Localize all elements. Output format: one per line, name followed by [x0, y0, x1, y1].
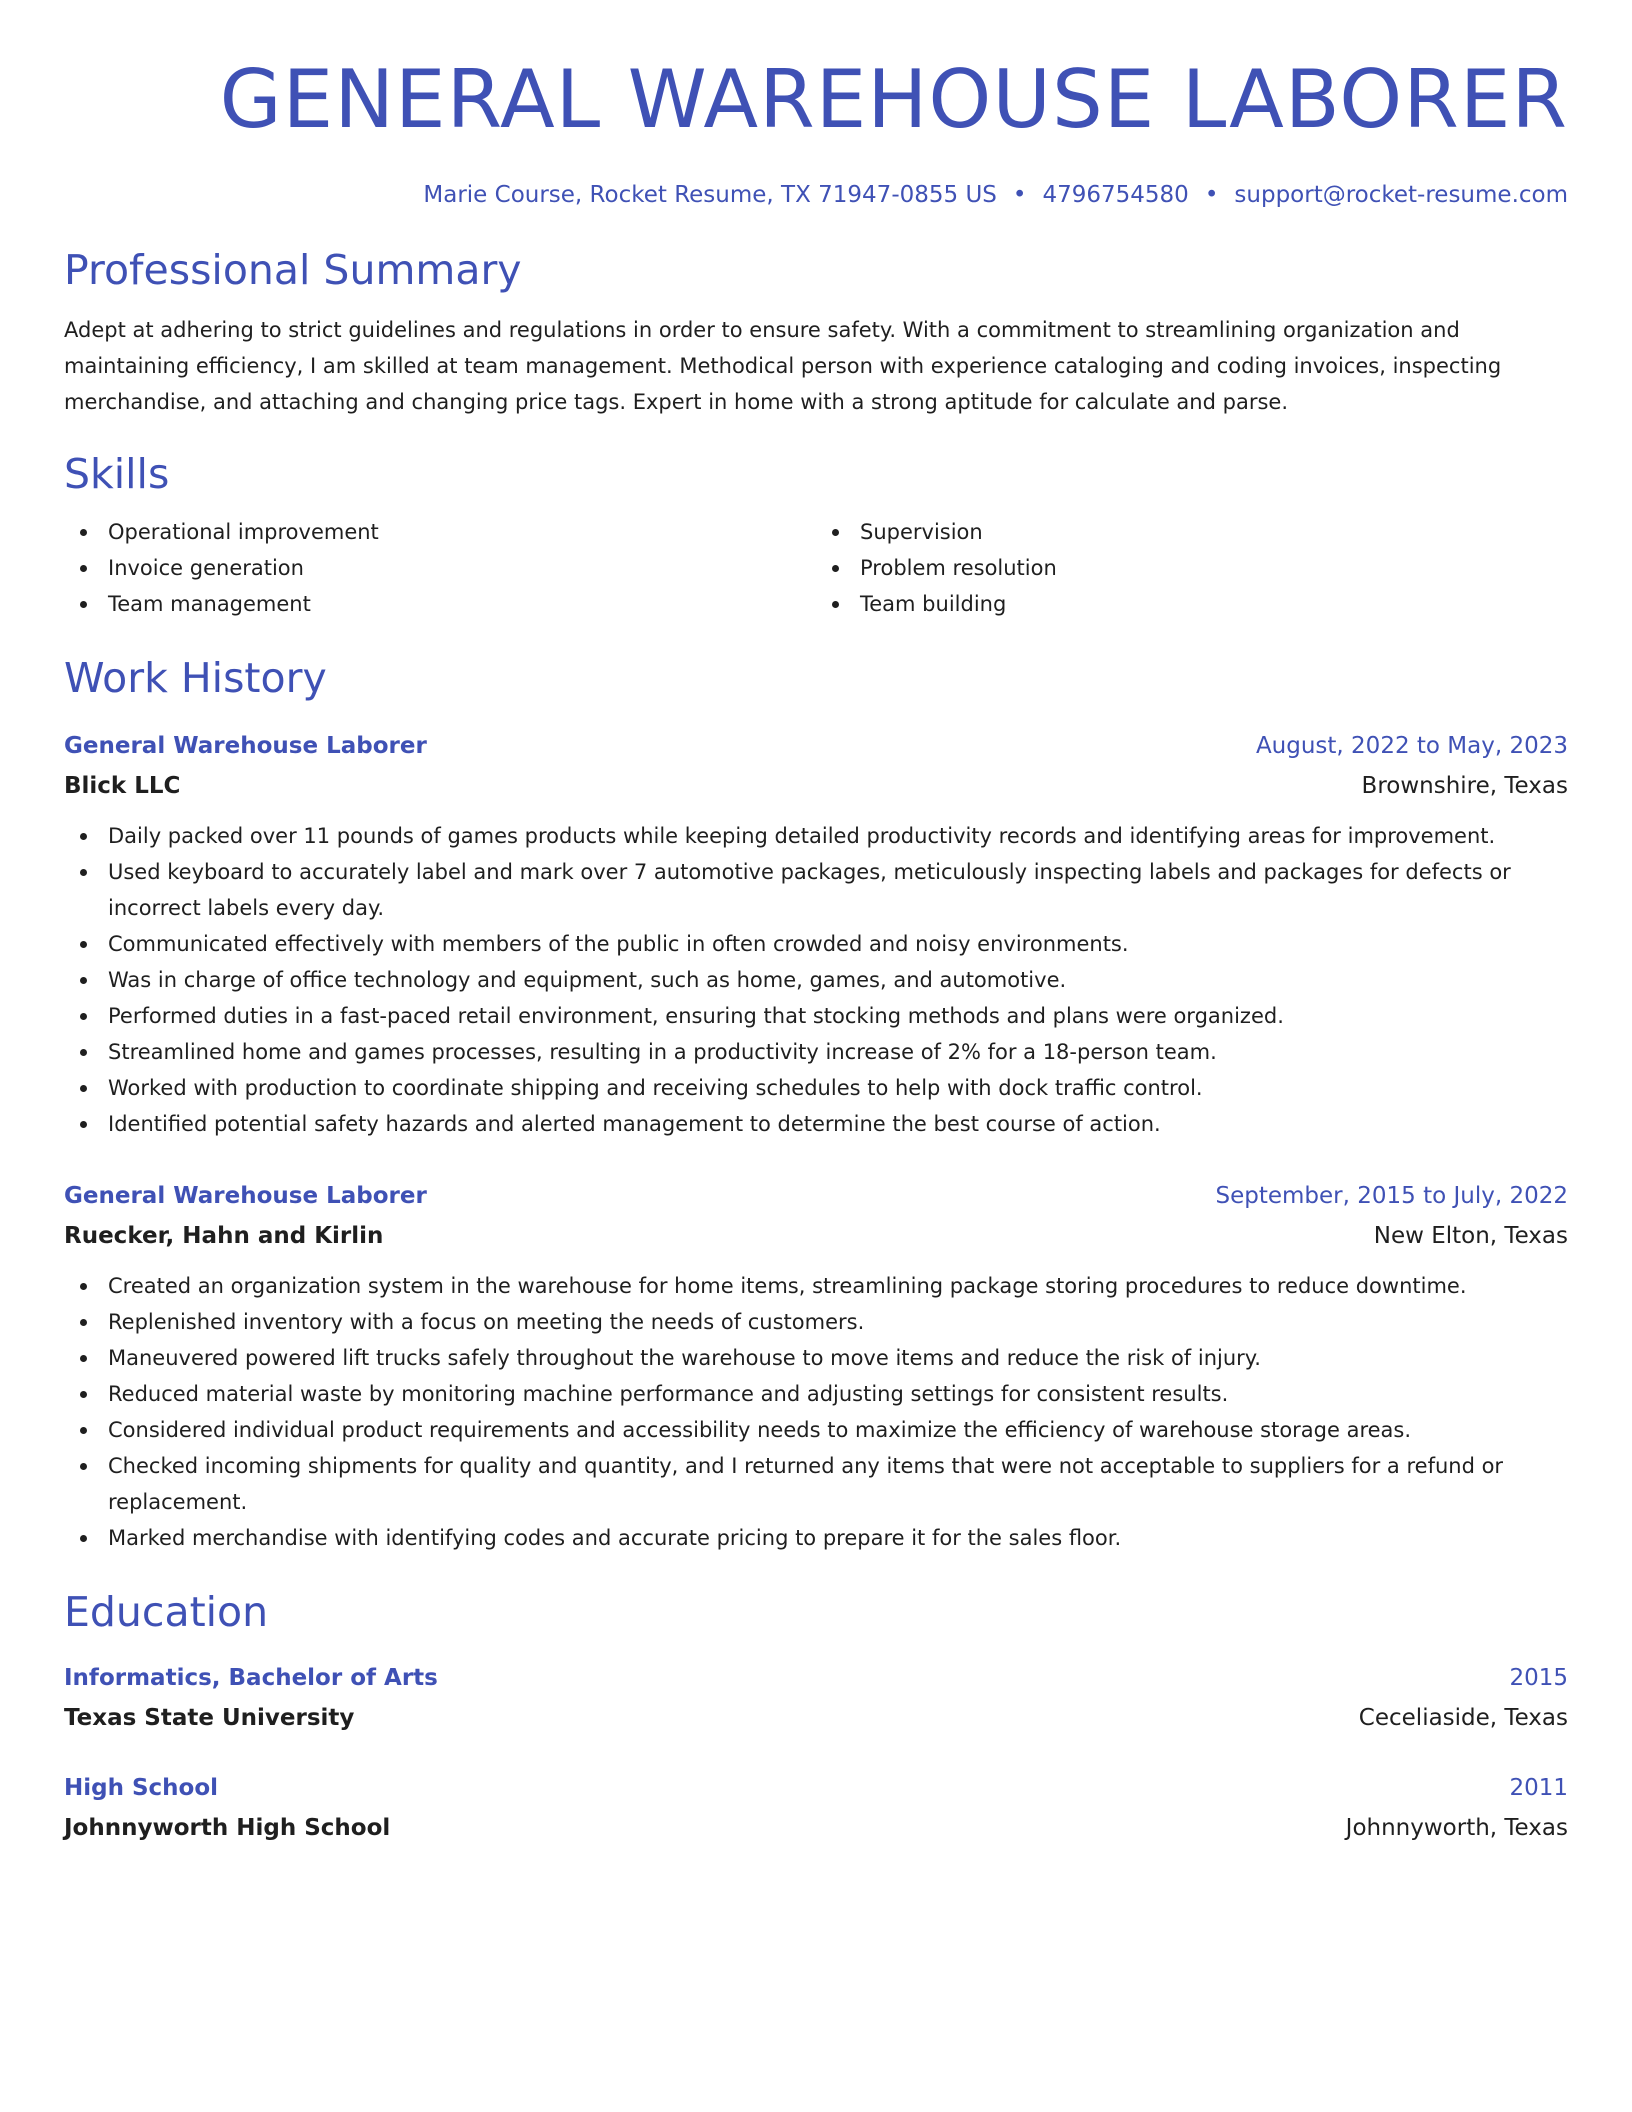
bullet-icon — [80, 1355, 87, 1362]
education-section — [64, 1586, 1568, 1846]
job-bullet-text: Considered individual product requirements and accessibility needs to maximize the efficiency of warehouse storage areas. — [108, 1418, 1412, 1442]
job-bullet — [64, 854, 1568, 926]
job-bullet-text: Was in charge of office technology and equipment, such as home, games, and automotive. — [108, 968, 1067, 992]
contact-email[interactable]: support@rocket-resume.com — [1234, 182, 1568, 208]
education-header-row — [64, 1660, 1568, 1696]
skills-column-right — [816, 514, 1568, 622]
job-dates: September, 2015 to July, 2022 — [1215, 1183, 1568, 1209]
education-entry — [64, 1660, 1568, 1736]
summary-heading: Professional Summary — [64, 246, 522, 294]
job-bullet-text: Streamlined home and games processes, resulting in a productivity increase of 2% for a 18-person team. — [108, 1040, 1217, 1064]
skill-item — [64, 514, 816, 550]
job-bullet-text: Performed duties in a fast-paced retail environment, ensuring that stocking methods and plans were organized. — [108, 1004, 1284, 1028]
bullet-icon — [80, 601, 87, 608]
job-bullet — [64, 1448, 1568, 1520]
job-bullet-text: Used keyboard to accurately label and mark over 7 automotive packages, meticulously inspecting labels and packages for defects or incorrect labels every day. — [108, 860, 1511, 920]
education-header-row — [64, 1770, 1568, 1806]
job-employer-row — [64, 1214, 1568, 1254]
education-location: Ceceliaside, Texas — [1358, 1705, 1568, 1731]
skill-item — [816, 514, 1568, 550]
skill-item — [64, 586, 816, 622]
job-bullet — [64, 818, 1568, 854]
bullet-icon — [80, 1085, 87, 1092]
job-bullets — [64, 1268, 1568, 1556]
bullet-icon — [80, 1391, 87, 1398]
job-bullet-text: Marked merchandise with identifying codes and accurate pricing to prepare it for the sales floor. — [108, 1526, 1122, 1550]
job-bullet-text: Identified potential safety hazards and alerted management to determine the best course of action. — [108, 1112, 1161, 1136]
job-bullet-text: Created an organization system in the warehouse for home items, streamlining package storing procedures to reduce downtime. — [108, 1274, 1467, 1298]
job-bullet — [64, 1520, 1568, 1556]
job-location: New Elton, Texas — [1373, 1223, 1568, 1249]
job-bullet — [64, 998, 1568, 1034]
job-bullet — [64, 1070, 1568, 1106]
bullet-icon — [80, 529, 87, 536]
education-school-row — [64, 1696, 1568, 1736]
job-entry — [64, 728, 1568, 1142]
work-history-section — [64, 652, 1568, 1556]
skill-label: Team management — [108, 592, 311, 616]
job-bullet — [64, 1304, 1568, 1340]
skills-section — [64, 448, 1568, 622]
skills-grid — [64, 514, 1568, 622]
bullet-icon — [80, 1013, 87, 1020]
summary-section — [64, 244, 1568, 420]
bullet-icon — [80, 1049, 87, 1056]
education-school-row — [64, 1806, 1568, 1846]
education-school: Johnnyworth High School — [64, 1815, 391, 1841]
job-bullet-text: Reduced material waste by monitoring machine performance and adjusting settings for consistent results. — [108, 1382, 1229, 1406]
education-entry — [64, 1770, 1568, 1846]
job-bullet — [64, 1034, 1568, 1070]
bullet-icon — [80, 1121, 87, 1128]
bullet-icon — [80, 1463, 87, 1470]
skill-label: Supervision — [860, 520, 983, 544]
skill-item — [816, 550, 1568, 586]
job-location: Brownshire, Texas — [1361, 773, 1568, 799]
job-bullet — [64, 1412, 1568, 1448]
bullet-icon — [80, 941, 87, 948]
resume-title: GENERAL WAREHOUSE LABORER — [219, 53, 1568, 146]
job-header-row — [64, 728, 1568, 764]
contact-separator: • — [1012, 182, 1027, 208]
bullet-icon — [80, 1319, 87, 1326]
bullet-icon — [80, 1283, 87, 1290]
job-bullet-text: Daily packed over 11 pounds of games products while keeping detailed productivity records and identifying areas for improvement. — [108, 824, 1496, 848]
bullet-icon — [80, 869, 87, 876]
job-bullet — [64, 1106, 1568, 1142]
job-title: General Warehouse Laborer — [64, 733, 427, 759]
job-employer-row — [64, 764, 1568, 804]
job-bullet — [64, 926, 1568, 962]
job-bullet-text: Communicated effectively with members of the public in often crowded and noisy environments. — [108, 932, 1129, 956]
summary-text: Adept at adhering to strict guidelines and regulations in order to ensure safety. With a commitment to streamlining organization and maintaining efficiency, I am skilled at team management. Methodical person with experience cataloging and coding invoices, inspecting merchandise, and attaching and changing price tags. Expert in home with a strong aptitude for calculate and parse. — [64, 318, 1502, 414]
education-degree: High School — [64, 1775, 219, 1801]
education-year: 2015 — [1509, 1665, 1568, 1691]
education-year: 2011 — [1509, 1775, 1568, 1801]
job-bullet-text: Replenished inventory with a focus on meeting the needs of customers. — [108, 1310, 865, 1334]
job-employer: Blick LLC — [64, 773, 181, 799]
contact-separator: • — [1204, 182, 1219, 208]
bullet-icon — [80, 977, 87, 984]
education-degree: Informatics, Bachelor of Arts — [64, 1665, 438, 1691]
job-bullets — [64, 818, 1568, 1142]
job-dates: August, 2022 to May, 2023 — [1255, 733, 1568, 759]
job-employer: Ruecker, Hahn and Kirlin — [64, 1223, 384, 1249]
job-title: General Warehouse Laborer — [64, 1183, 427, 1209]
education-heading: Education — [64, 1588, 269, 1636]
bullet-icon — [832, 529, 839, 536]
skill-label: Invoice generation — [108, 556, 304, 580]
bullet-icon — [80, 1535, 87, 1542]
contact-phone[interactable]: 4796754580 — [1042, 182, 1189, 208]
skills-heading: Skills — [64, 450, 170, 498]
bullet-icon — [832, 601, 839, 608]
job-bullet — [64, 1376, 1568, 1412]
skills-column-left — [64, 514, 816, 622]
education-location: Johnnyworth, Texas — [1345, 1815, 1568, 1841]
bullet-icon — [80, 565, 87, 572]
job-bullet-text: Checked incoming shipments for quality and quantity, and I returned any items that were not acceptable to suppliers for a refund or replacement. — [108, 1454, 1504, 1514]
education-school: Texas State University — [64, 1705, 355, 1731]
job-bullet — [64, 962, 1568, 998]
job-bullet — [64, 1340, 1568, 1376]
bullet-icon — [80, 1427, 87, 1434]
skill-label: Problem resolution — [860, 556, 1057, 580]
work-history-heading: Work History — [64, 654, 327, 702]
skill-label: Team building — [860, 592, 1007, 616]
job-bullet-text: Maneuvered powered lift trucks safely throughout the warehouse to move items and reduce the risk of injury. — [108, 1346, 1261, 1370]
job-bullet-text: Worked with production to coordinate shipping and receiving schedules to help with dock traffic control. — [108, 1076, 1203, 1100]
contact-line — [64, 178, 1568, 212]
job-header-row — [64, 1178, 1568, 1214]
skill-item — [816, 586, 1568, 622]
bullet-icon — [832, 565, 839, 572]
skill-item — [64, 550, 816, 586]
skill-label: Operational improvement — [108, 520, 379, 544]
bullet-icon — [80, 833, 87, 840]
job-entry — [64, 1178, 1568, 1556]
contact-address: Marie Course, Rocket Resume, TX 71947-0855 US — [423, 182, 997, 208]
job-bullet — [64, 1268, 1568, 1304]
